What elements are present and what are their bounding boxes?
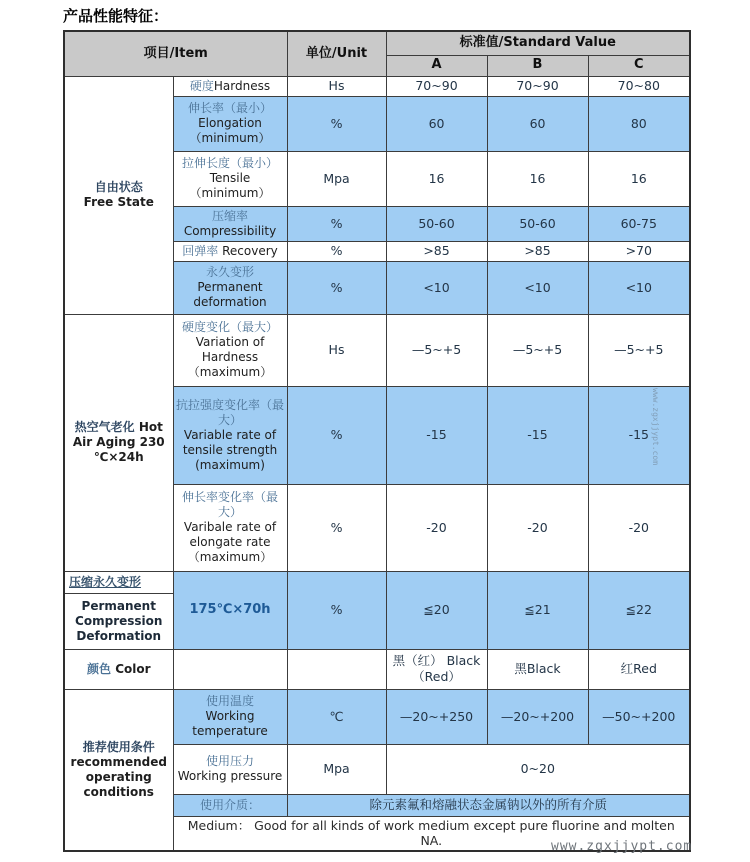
- row-hardness-variation-c: —5~+5: [588, 314, 690, 386]
- row-recovery-c: >70: [588, 241, 690, 261]
- row-elongate-variation-c: -20: [588, 484, 690, 571]
- row-perm-compression-b: ≦21: [487, 571, 588, 649]
- group-hot-air-aging: [64, 314, 173, 571]
- header-unit: 单位/Unit: [287, 31, 386, 76]
- row-perm-compression-a: ≦20: [386, 571, 487, 649]
- header-col-a: A: [386, 55, 487, 76]
- label-en: Variable rate of tensile strength (maximum): [182, 427, 278, 472]
- row-perm-deformation-unit: %: [287, 261, 386, 314]
- watermark: www.zgxjjypt.com: [551, 839, 693, 854]
- label-zh: 永久变形: [206, 265, 255, 279]
- row-perm-compression-c: ≦22: [588, 571, 690, 649]
- row-working-temperature-a: —20~+250: [386, 689, 487, 744]
- label-en: Color: [115, 661, 151, 676]
- row-elongation-unit: %: [287, 96, 386, 151]
- row-color-a: 黑（红） Black（Red）: [386, 649, 487, 689]
- row-tensile-variation-unit: %: [287, 386, 386, 484]
- label-zh: 伸长率变化率（最大）: [182, 490, 279, 519]
- table-row: [64, 76, 690, 96]
- row-tensile-variation-b: -15: [487, 386, 588, 484]
- row-perm-compression-unit: %: [287, 571, 386, 649]
- group-label-zh: 推荐使用条件: [82, 739, 155, 754]
- spec-table: [63, 30, 691, 852]
- row-hardness-unit: Hs: [287, 76, 386, 96]
- group-perm-compression-en: Permanent Compression Deformation: [64, 593, 173, 649]
- header-item: 项目/Item: [64, 31, 287, 76]
- row-elongation-b: 60: [487, 96, 588, 151]
- row-compressibility-c: 60-75: [588, 206, 690, 241]
- row-color-unit-empty: [287, 649, 386, 689]
- label-zh: 颜色: [86, 661, 111, 676]
- row-perm-deformation-label: [173, 261, 287, 314]
- row-hardness-variation-label: [173, 314, 287, 386]
- row-medium-value-zh: 除元素氟和熔融状态金属钠以外的所有介质: [287, 794, 690, 816]
- table-row: [64, 314, 690, 386]
- row-working-pressure-unit: Mpa: [287, 744, 386, 794]
- row-medium-label: [173, 794, 287, 816]
- label-zh: 拉伸长度（最小）: [182, 156, 279, 170]
- label-en: Compressibility: [183, 223, 277, 238]
- row-hardness-b: 70~90: [487, 76, 588, 96]
- page-title: 产品性能特征：: [63, 7, 169, 25]
- row-working-temperature-b: —20~+200: [487, 689, 588, 744]
- row-working-pressure-label: [173, 744, 287, 794]
- table-header-row: [64, 31, 690, 55]
- row-elongate-variation-label: [173, 484, 287, 571]
- row-compressibility-unit: %: [287, 206, 386, 241]
- row-hardness-c: 70~80: [588, 76, 690, 96]
- row-compressibility-a: 50-60: [386, 206, 487, 241]
- row-compressibility-label: [173, 206, 287, 241]
- label-zh: 使用介质：: [200, 797, 261, 812]
- row-recovery-b: >85: [487, 241, 588, 261]
- row-working-temperature-unit: ℃: [287, 689, 386, 744]
- group-free-state: [64, 76, 173, 314]
- row-color-c: 红Red: [588, 649, 690, 689]
- group-label-zh: 热空气老化: [74, 420, 135, 434]
- row-working-pressure-value: 0~20: [386, 744, 690, 794]
- row-tensile-b: 16: [487, 151, 588, 206]
- label-en: Permanent deformation: [193, 280, 267, 309]
- row-elongate-variation-a: -20: [386, 484, 487, 571]
- label-en: Working temperature: [192, 709, 268, 738]
- group-label-en: recommended operating conditions: [70, 754, 167, 799]
- row-hardness-variation-unit: Hs: [287, 314, 386, 386]
- row-elongate-variation-unit: %: [287, 484, 386, 571]
- row-working-temperature-label: [173, 689, 287, 744]
- row-working-temperature-c: —50~+200: [588, 689, 690, 744]
- row-perm-deformation-a: <10: [386, 261, 487, 314]
- row-perm-deformation-b: <10: [487, 261, 588, 314]
- row-compressibility-b: 50-60: [487, 206, 588, 241]
- label-en: Working pressure: [177, 769, 283, 783]
- group-label-zh: 压缩永久变形: [69, 574, 142, 589]
- row-perm-deformation-c: <10: [588, 261, 690, 314]
- label-zh: 硬度变化（最大）: [182, 320, 279, 334]
- row-color-b: 黑Black: [487, 649, 588, 689]
- group-perm-compression-zh: [64, 571, 173, 593]
- table-row: [64, 689, 690, 744]
- row-perm-compression-condition: 175℃×70h: [173, 571, 287, 649]
- row-tensile-variation-a: -15: [386, 386, 487, 484]
- label-zh: 回弹率: [182, 243, 219, 258]
- label-zh: 使用压力: [206, 754, 255, 768]
- label-zh: 伸长率（最小）: [188, 101, 273, 115]
- label-en: Variation of Hardness（maximum）: [187, 335, 273, 379]
- row-color-label: [64, 649, 173, 689]
- row-tensile-a: 16: [386, 151, 487, 206]
- label-zh: 硬度: [189, 78, 214, 93]
- header-standard-value: 标准值/Standard Value: [386, 31, 690, 55]
- row-hardness-a: 70~90: [386, 76, 487, 96]
- group-label-zh: 自由状态: [94, 180, 143, 194]
- label-en: Varibale rate of elongate rate（maximum）: [183, 520, 277, 564]
- row-elongation-label: [173, 96, 287, 151]
- row-hardness-variation-a: —5~+5: [386, 314, 487, 386]
- label-en: Recovery: [222, 243, 278, 258]
- row-tensile-unit: Mpa: [287, 151, 386, 206]
- label-zh: 压缩率: [212, 208, 249, 223]
- label-zh: 使用温度: [206, 694, 255, 708]
- row-recovery-a: >85: [386, 241, 487, 261]
- row-elongation-c: 80: [588, 96, 690, 151]
- label-en: Elongation（minimum）: [189, 116, 271, 145]
- row-elongation-a: 60: [386, 96, 487, 151]
- group-label-en: Hot Air Aging 230 ℃×24h: [72, 420, 165, 464]
- row-tensile-variation-label: [173, 386, 287, 484]
- group-recommended-conditions: [64, 689, 173, 851]
- group-label-en: Free State: [83, 195, 154, 209]
- table-row: [64, 649, 690, 689]
- row-medium-value-en: Medium： Good for all kinds of work medium except pure fluorine and molten NA.: [173, 816, 690, 851]
- label-en: Tensile（minimum）: [189, 171, 271, 200]
- table-row: [64, 571, 690, 593]
- label-zh: 抗拉强度变化率（最大）: [176, 397, 285, 427]
- row-tensile-variation-c: -15: [588, 386, 690, 484]
- row-elongate-variation-b: -20: [487, 484, 588, 571]
- row-recovery-unit: %: [287, 241, 386, 261]
- watermark-vertical: www.zgxjjypt.com: [651, 388, 660, 466]
- header-col-b: B: [487, 55, 588, 76]
- label-en: Hardness: [213, 78, 271, 93]
- row-hardness-variation-b: —5~+5: [487, 314, 588, 386]
- row-tensile-label: [173, 151, 287, 206]
- row-recovery-label: [173, 241, 287, 261]
- row-color-subitem-empty: [173, 649, 287, 689]
- row-hardness-label: [173, 76, 287, 96]
- row-tensile-c: 16: [588, 151, 690, 206]
- header-col-c: C: [588, 55, 690, 76]
